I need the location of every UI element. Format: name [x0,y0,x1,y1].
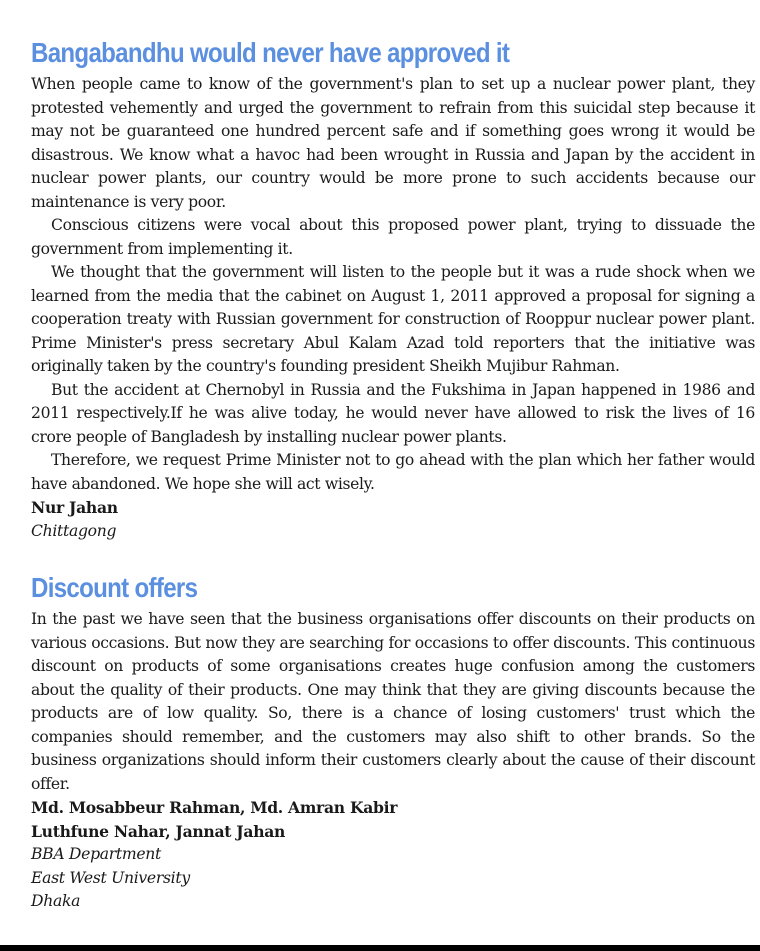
letter2-authors-line1: Md. Mosabbeur Rahman, Md. Amran Kabir [31,798,398,817]
letter1-paragraph-2: Conscious citizens were vocal about this proposed power plant, trying to dissuade the government from implementing it. [31,216,755,258]
letter1-paragraph-1: When people came to know of the government's plan to set up a nuclear power plant, they protested vehemently and urged the government to refrain from this suicidal step because it may not be guaranteed one hundred percent safe and if something goes wrong it would be disastrous. We know what a havoc had been wrought in Russia and Japan by the accident in nuclear power plants, our country would be more prone to such accidents because our maintenance is very poor. [31,75,755,211]
letter2-university: East West University [31,868,190,887]
letter-discount-offers [31,571,755,914]
letter2-city: Dhaka [31,892,81,910]
letter1-location: Chittagong [31,521,117,540]
letter1-headline: Bangabandhu would never have approved it [31,37,510,68]
letter2-authors-line2: Luthfune Nahar, Jannat Jahan [31,821,286,841]
letter2-paragraph-1: In the past we have seen that the business organisations offer discounts on their products on various occasions. But now they are searching for occasions to offer discounts. This continuous discount on products of some organisations creates huge confusion among the customers about the quality of their products. One may think that they are giving discounts because the products are of low quality. So, there is a chance of losing customers' trust which the companies should remember, and the customers may also shift to other brands. So the business organizations should inform their customers clearly about the cause of their discount offer. [31,610,755,793]
letter-nuclear-plant [31,36,755,543]
letter1-author: Nur Jahan [31,498,118,517]
letter1-paragraph-4: But the accident at Chernobyl in Russia and the Fukshima in Japan happened in 1986 and 2011 respectively.If he was alive today, he would never have allowed to risk the lives of 16 crore people of Bangladesh by installing nuclear power plants. [31,380,755,446]
letter1-paragraph-3: We thought that the government will listen to the people but it was a rude shock when we learned from the media that the cabinet on August 1, 2011 approved a proposal for signing a cooperation treaty with Russian government for construction of Rooppur nuclear power plant. Prime Minister's press secretary Abul Kalam Azad told reporters that the initiative was originally taken by the country's founding president Sheikh Mujibur Rahman. [31,263,755,375]
bottom-border-bar [0,945,760,951]
letter1-paragraph-5: Therefore, we request Prime Minister not to go ahead with the plan which her father would have abandoned. We hope she will act wisely. [31,451,755,493]
letter2-department: BBA Department [31,845,161,863]
letter2-headline: Discount offers [31,572,198,603]
letters-page [31,36,755,914]
